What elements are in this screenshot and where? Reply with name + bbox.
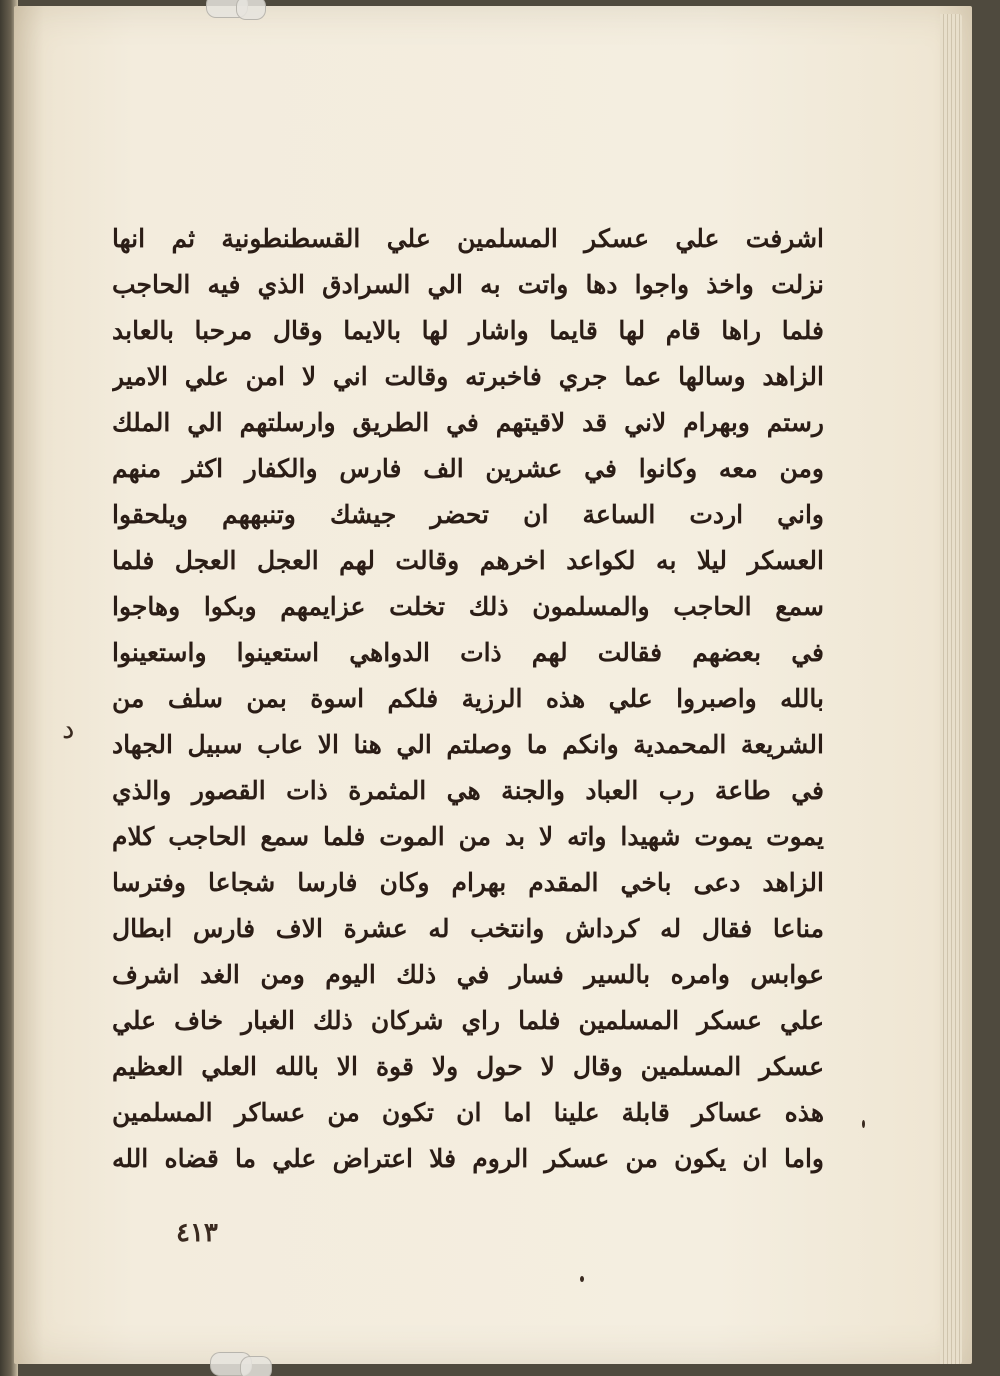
clip-tab (236, 0, 266, 20)
catchword: ٤١٣ (176, 1218, 218, 1248)
main-text-block (112, 216, 824, 1182)
page-edges (940, 14, 962, 1364)
text-line: العسكر ليلا به لكواعد اخرهم وقالت لهم العجل العجل فلما (112, 546, 824, 575)
text-line: نزلت واخذ واجوا دها واتت به الي السرادق الذي فيه الحاجب (112, 270, 824, 299)
text-line: بالله واصبروا علي هذه الرزية فلكم اسوة بمن سلف من (112, 684, 824, 713)
ink-dot (862, 1120, 865, 1128)
text-line: علي عسكر المسلمين فلما راي شركان ذلك الغبار خاف علي (112, 1006, 824, 1035)
text-line: اشرفت علي عسكر المسلمين علي القسطنطونية ثم انها (112, 224, 824, 253)
text-line: واما ان يكون من عسكر الروم فلا اعتراض علي ما قضاه الله (112, 1144, 824, 1173)
text-line: فلما راها قام لها قايما واشار لها بالايما وقال مرحبا بالعابد (112, 316, 824, 345)
text-line: مناعا فقال له كرداش وانتخب له عشرة الاف فارس ابطال (112, 914, 824, 943)
text-line: واني اردت الساعة ان تحضر جيشك وتنبههم ويلحقوا (112, 500, 824, 529)
ink-dot (580, 1276, 584, 1282)
text-line: في بعضهم فقالت لهم ذات الدواهي استعينوا واستعينوا (112, 638, 824, 667)
text-line: الزاهد دعى باخي المقدم بهرام وكان فارسا شجاعا وفترسا (112, 868, 824, 897)
text-line: رستم وبهرام لاني قد لاقيتهم في الطريق وارسلتهم الي الملك (112, 408, 824, 437)
text-line: ومن معه وكانوا في عشرين الف فارس والكفار اكثر منهم (112, 454, 824, 483)
text-line: يموت يموت شهيدا واته لا بد من الموت فلما سمع الحاجب كلام (112, 822, 824, 851)
text-line: في طاعة رب العباد والجنة هي المثمرة ذات القصور والذي (112, 776, 824, 805)
margin-mark: د (62, 712, 75, 745)
text-line: سمع الحاجب والمسلمون ذلك تخلت عزايمهم وبكوا وهاجوا (112, 592, 824, 621)
text-line: الشريعة المحمدية وانكم ما وصلتم الي هنا الا عاب سبيل الجهاد (112, 730, 824, 759)
text-line: عسكر المسلمين وقال لا حول ولا قوة الا بالله العلي العظيم (112, 1052, 824, 1081)
text-line: عوابس وامره بالسير فسار في ذلك اليوم ومن الغد اشرف (112, 960, 824, 989)
text-line: الزاهد وسالها عما جري فاخبرته وقالت اني لا امن علي الامير (112, 362, 824, 391)
clip-tab (240, 1356, 272, 1376)
text-line: هذه عساكر قابلة علينا اما ان تكون من عساكر المسلمين (112, 1098, 824, 1127)
